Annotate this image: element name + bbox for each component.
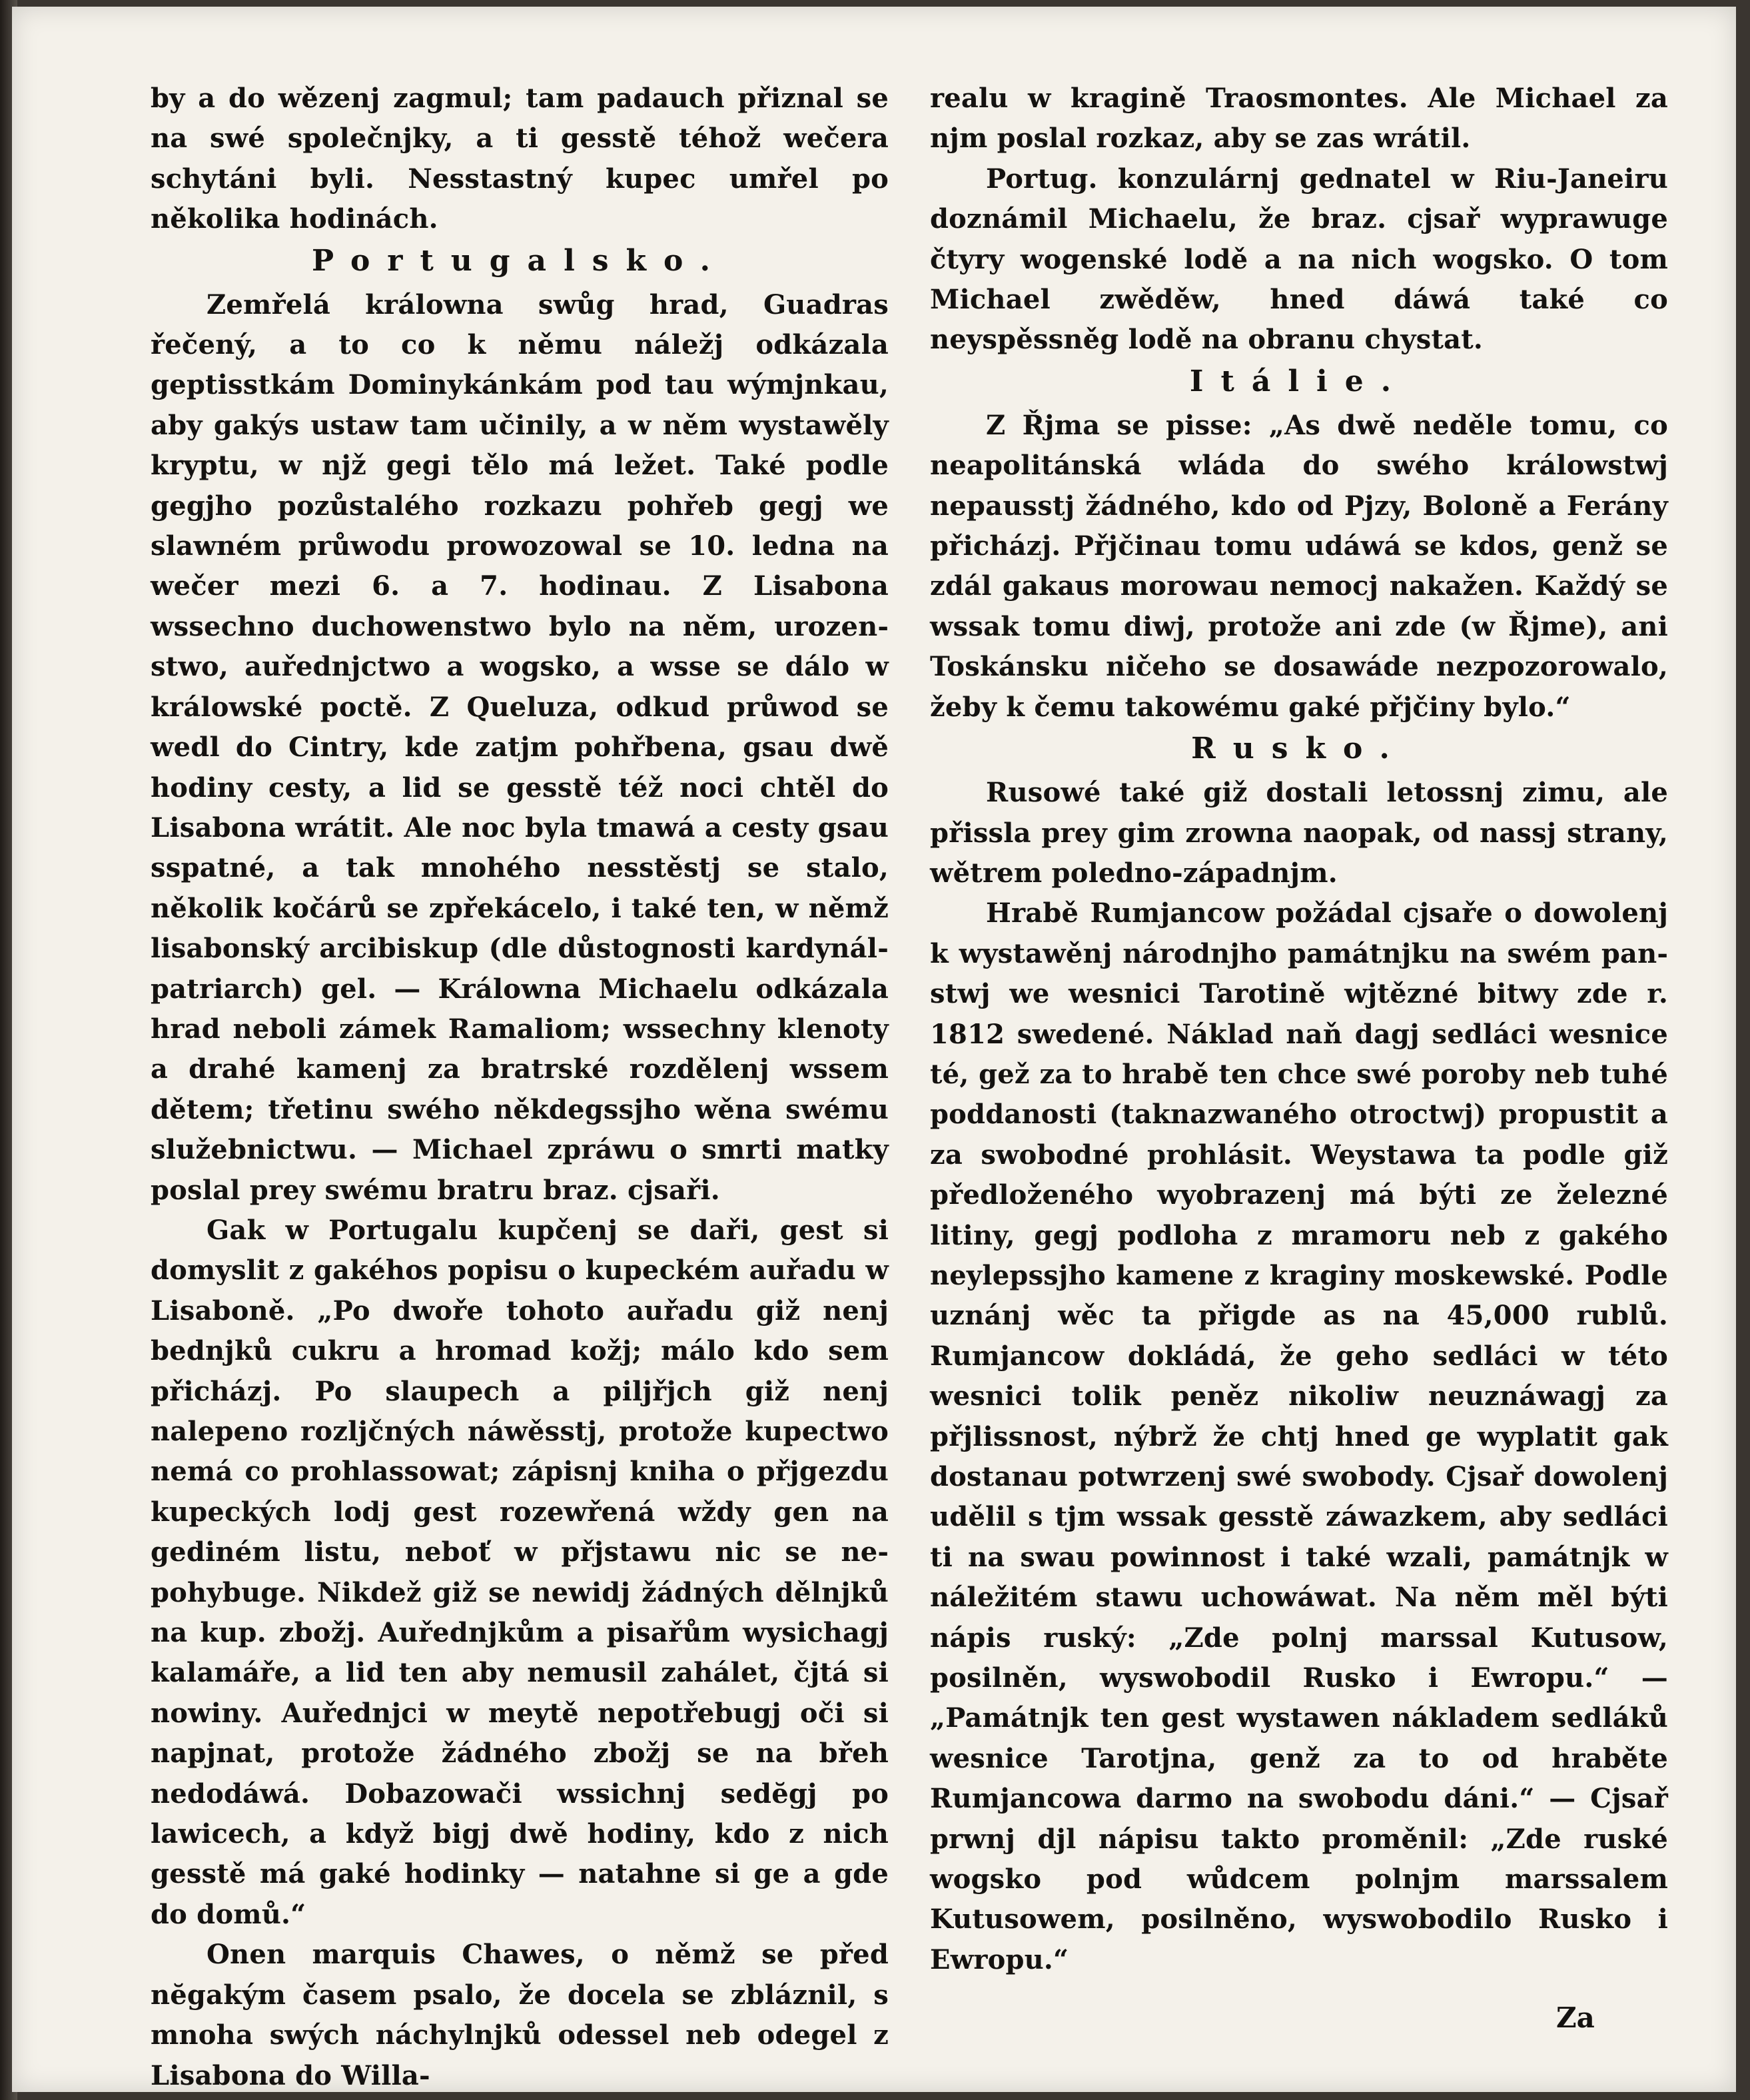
- left-column: [151, 79, 889, 2096]
- heading-rusko: Rusko.: [1191, 732, 1407, 766]
- paragraph-villareal: realu w kragině Traosmontes. Ale Michael za njm poslal rozkaz, aby se zas wrátil.: [930, 83, 1668, 155]
- paragraph-russian-winter: Rusowé také giž dostali letossnj zimu, ale přissla prey gim zrowna naopak, od nassj strany, wětrem poledno-západnjm.: [930, 777, 1668, 889]
- heading-portugal: Portugalsko.: [312, 243, 727, 278]
- paragraph-rome-naples: Z Řjma se pisse: „As dwě neděle tomu, co neapolitánská wláda do swého králowstwj nepausstj žádného, kdo od Pjzy, Boloně a Ferány přicházj. Přjčinau tomu udáwá se kdos, genž se zdál gakaus morowau nemocj nakažen. Každý se wssak tomu diwj, protože ani zde (w Řjme), ani Toskánsku ničeho se dosawáde nezpozorowalo, žeby k čemu takowému gaké přjčiny bylo.“: [930, 409, 1668, 723]
- heading-italie: Itálie.: [1189, 364, 1409, 398]
- paragraph-consul-rio: Portug. konzulárnj gednatel w Riu-Janeiru doznámil Michaelu, že braz. cjsař wyprawuge čtyry wogenské lodě a na nich wogsko. O tom Michael zwěděw, hned dáwá také co neyspěssněg lodě na obranu chystat.: [930, 163, 1668, 356]
- paragraph-marquis-chawes: Onen marquis Chawes, o němž se před nĕgakým časem psalo, že docela se zbláznil, s mnoha swých náchylnjků odessel neb odegel z Lisabona do Willa-: [151, 1939, 889, 2091]
- newspaper-page: [12, 7, 1736, 2092]
- paragraph-queen-funeral: Zemřelá králowna swůg hrad, Guadras řečený, a to co k němu náležj odkázala geptisstkám Dominykánkám pod tau wýmjnkau, aby gakýs ustaw tam učinily, a w něm wystawěly kryptu, w njž gegi tělo má ležet. Také podle gegjho pozůstalého rozkazu pohřeb gegj we slawném průwodu prowozowal se 10. ledna na wečer mezi 6. a 7. hodinau. Z Lisabona wssechno duchowenstwo bylo na něm, urozenstwo, auřednjctwo a wogsko, a wsse se dálo w králowské poctě. Z Queluza, odkud průwod se wedl do Cintry, kde zatjm pohřbena, gsau dwě hodiny cesty, a lid se gesstě též noci chtěl do Lisabona wrátit. Ale noc byla tmawá a cesty gsau sspatné, a tak mnohého nesstěstj se stalo, několik kočárů se zpřekácelo, i také ten, w němž lisabonský arcibiskup (dle důstognosti kardynál-patriarch) gel. — Králowna Michaelu odkázala hrad neboli zámek Ramaliom; wssechny klenoty a drahé kamenj za bratrské rozdělenj wssem dětem; třetinu swého někdegssjho wěna swému služebnictwu. — Michael zpráwu o smrti matky poslal prey swému bratru braz. cjsaři.: [151, 288, 889, 1206]
- catchword: Za: [1556, 2001, 1595, 2034]
- paragraph-lisbon-trade: Gak w Portugalu kupčenj se daři, gest si domyslit z gakéhos popisu o kupeckém auřadu w Lisaboně. „Po dwoře tohoto auřadu giž nenj bednjků cukru a hromad kožj; málo kdo sem přicházj. Po slaupech a piljřjch giž nenj nalepeno rozljčných náwěsstj, protože kupectwo nemá co prohlassowat; zápisnj kniha o přjgezdu kupeckých lodj gest rozewřená wždy gen na gediném listu, neboť w přjstawu nic se nepohybuge. Nikdež giž se newidj žádných dělnjků na kup. zbožj. Auřednjkům a pisařům wysichagj kalamáře, a lid ten aby nemusil zahálet, čjtá si nowiny. Auřednjci w meytě nepotřebugj oči si napjnat, protože žádného zbožj se na břeh nedodáwá. Dobazowači wssichnj sedĕgj po lawicech, a když bigj dwě hodiny, kdo z nich gesstě má gaké hodinky — natahne si ge a gde do domů.“: [151, 1214, 889, 1930]
- paragraph-rumjancow-monument: Hrabě Rumjancow požádal cjsaře o dowolenj k wystawěnj národnjho památnjku na swém panstwj we wesnici Tarotině wjtězné bitwy zde r. 1812 swedené. Náklad naň dagj sedláci wesnice té, gež za to hrabě ten chce swé poroby neb tuhé poddanosti (taknazwaného otroctwj) propustit a za swobodné prohlásit. Weystawa ta podle giž předloženého wyobrazenj má býti ze železné litiny, gegj podloha z mramoru neb z gakého neylepssjho kamene z kraginy moskewské. Podle uznánj wěc ta přigde as na 45,000 rublů. Rumjancow dokládá, že geho sedláci w této wesnici tolik peněz nikoliw neuznáwagj za přjlissnost, nýbrž že chtj hned ge wyplatit gak dostanau potwrzenj swé swobody. Cjsař dowolenj udělil s tjm wssak gesstě záwazkem, aby sedláci ti na swau powinnost i také wzali, památnjk w náležitém stawu uchowáwat. Na něm měl býti nápis ruský: „Zde polnj marssal Kutusow, posilněn, wyswobodil Rusko i Ewropu.“ — „Památnjk ten gest wystawen nákladem sedláků wesnice Tarotjna, genž za to od hraběte Rumjancowa darmo na swobodu dáni.“ — Cjsař prwnj djl nápisu takto proměnil: „Zde ruské wogsko pod wůdcem polnjm marssalem Kutusowem, posilněno, wyswobodilo Rusko i Ewropu.“: [930, 897, 1668, 1975]
- paragraph-prison-continuation: by a do wězenj zagmul; tam padauch přiznal se na swé společnjky, a ti gesstě téhož wečera schytáni byli. Nesstastný kupec umřel po několika hodinách.: [151, 83, 889, 235]
- right-column: [930, 79, 1668, 1980]
